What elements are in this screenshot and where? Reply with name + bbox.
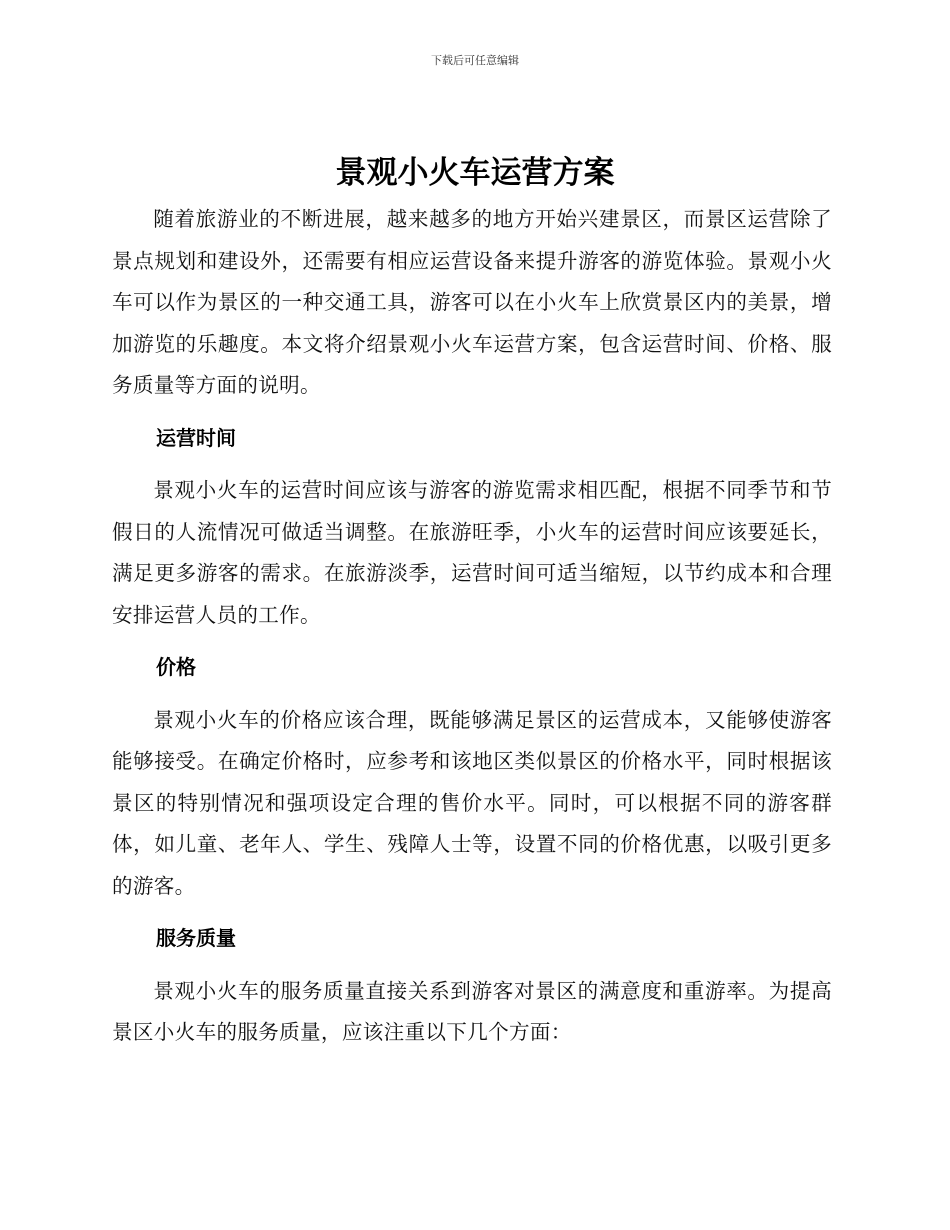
section-paragraph-price: 景观小火车的价格应该合理，既能够满足景区的运营成本，又能够使游客能够接受。在确定价格时，应参考和该地区类似景区的价格水平，同时根据该景区的特别情况和强项设定合理的售价水平。同时，可以根据不同的游客群体，如儿童、老年人、学生、残障人士等，设置不同的价格优惠，以吸引更多的游客。 bbox=[112, 707, 832, 898]
section-heading-operating-hours: 运营时间 bbox=[156, 425, 236, 450]
header-note: 下载后可任意编辑 bbox=[431, 54, 519, 67]
section-heading-service-quality: 服务质量 bbox=[156, 926, 236, 950]
intro-paragraph: 随着旅游业的不断进展，越来越多的地方开始兴建景区，而景区运营除了景点规划和建设外，还需要有相应运营设备来提升游客的游览体验。景观小火车可以作为景区的一种交通工具，游客可以在小火车上欣赏景区内的美景，增加游览的乐趣度。本文将介绍景观小火车运营方案，包含运营时间、价格、服务质量等方面的说明。 bbox=[112, 207, 832, 397]
document-title: 景观小火车运营方案 bbox=[335, 155, 615, 191]
document-body bbox=[112, 199, 832, 1054]
section-paragraph-service-quality: 景观小火车的服务质量直接关系到游客对景区的满意度和重游率。为提高景区小火车的服务质量，应该注重以下几个方面： bbox=[112, 978, 832, 1044]
section-heading-price: 价格 bbox=[156, 655, 196, 679]
section-paragraph-operating-hours: 景观小火车的运营时间应该与游客的游览需求相匹配，根据不同季节和节假日的人流情况可做适当调整。在旅游旺季，小火车的运营时间应该要延长，满足更多游客的需求。在旅游淡季，运营时间可适当缩短，以节约成本和合理安排运营人员的工作。 bbox=[112, 478, 832, 627]
